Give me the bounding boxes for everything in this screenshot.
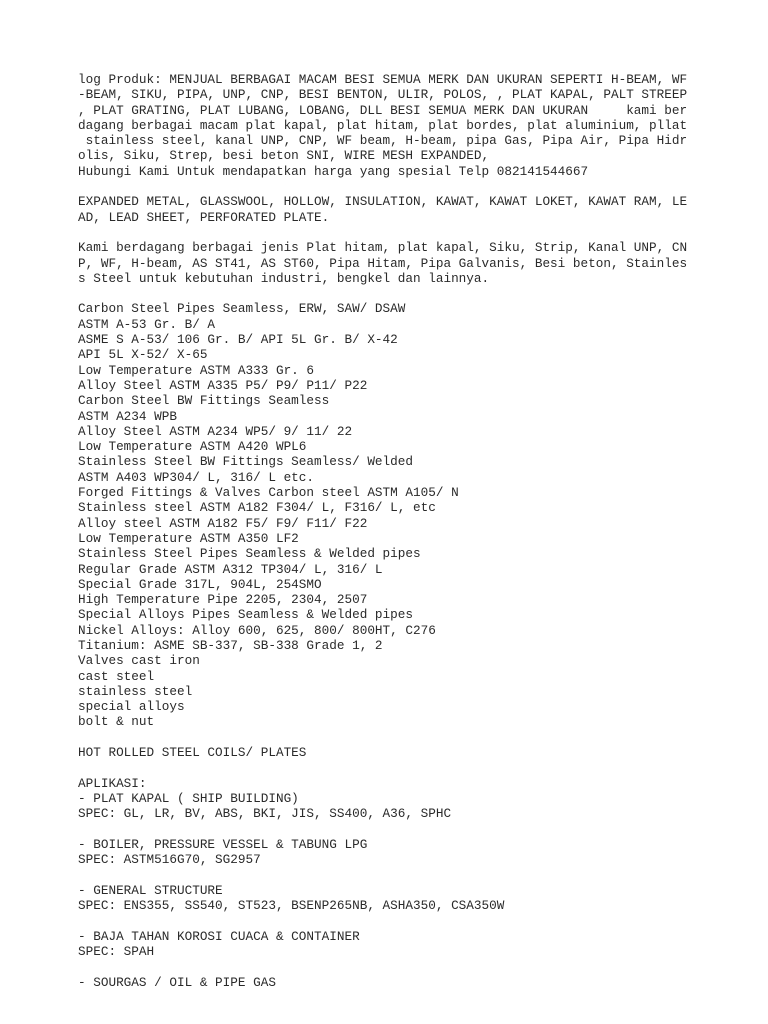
product-line: cast steel <box>78 668 155 684</box>
application-item <box>78 883 718 914</box>
trade-paragraph <box>78 240 718 286</box>
application-name: - BAJA TAHAN KOROSI CUACA & CONTAINER <box>78 928 360 944</box>
text-line: Kami berdagang berbagai jenis Plat hitam, plat kapal, Siku, Strip, Kanal UNP, CN <box>78 240 688 256</box>
application-item <box>78 837 718 868</box>
application-item <box>78 975 718 990</box>
product-line: Stainless Steel Pipes Seamless & Welded pipes <box>78 546 421 562</box>
application-name: - GENERAL STRUCTURE <box>78 882 223 898</box>
product-line: Special Alloys Pipes Seamless & Welded pipes <box>78 607 414 623</box>
product-line: stainless steel <box>78 683 193 699</box>
intro-paragraph <box>78 72 718 179</box>
text-line: AD, LEAD SHEET, PERFORATED PLATE. <box>78 209 330 225</box>
application-item <box>78 929 718 960</box>
product-line: Low Temperature ASTM A350 LF2 <box>78 530 299 546</box>
product-line: Carbon Steel Pipes Seamless, ERW, SAW/ DSAW <box>78 301 406 317</box>
product-line: Titanium: ASME SB-337, SB-338 Grade 1, 2 <box>78 637 383 653</box>
product-line: Alloy Steel ASTM A335 P5/ P9/ P11/ P22 <box>78 377 368 393</box>
product-line: Valves cast iron <box>78 653 200 669</box>
text-line: dagang berbagai macam plat kapal, plat hitam, plat bordes, plat aluminium, pllat <box>78 117 688 133</box>
application-spec: SPEC: SPAH <box>78 943 155 959</box>
application-item <box>78 791 718 822</box>
expanded-paragraph <box>78 194 718 225</box>
product-line: Special Grade 317L, 904L, 254SMO <box>78 576 322 592</box>
product-line: Regular Grade ASTM A312 TP304/ L, 316/ L <box>78 561 383 577</box>
product-line: special alloys <box>78 699 185 715</box>
coils-heading: HOT ROLLED STEEL COILS/ PLATES <box>78 745 307 761</box>
product-line: Stainless steel ASTM A182 F304/ L, F316/ L, etc <box>78 500 436 516</box>
contact-line: Hubungi Kami Untuk mendapatkan harga yang spesial Telp 082141544667 <box>78 163 589 179</box>
application-name: - BOILER, PRESSURE VESSEL & TABUNG LPG <box>78 836 368 852</box>
application-spec: SPEC: ASTM516G70, SG2957 <box>78 852 261 868</box>
text-line: log Produk: MENJUAL BERBAGAI MACAM BESI SEMUA MERK DAN UKURAN SEPERTI H-BEAM, WF <box>78 72 688 87</box>
product-line: Forged Fittings & Valves Carbon steel ASTM A105/ N <box>78 485 459 501</box>
text-line: EXPANDED METAL, GLASSWOOL, HOLLOW, INSULATION, KAWAT, KAWAT LOKET, KAWAT RAM, LE <box>78 194 688 210</box>
product-line: Low Temperature ASTM A420 WPL6 <box>78 439 307 455</box>
application-spec: SPEC: ENS355, SS540, ST523, BSENP265NB, ASHA350, CSA350W <box>78 898 505 914</box>
text-line: -BEAM, SIKU, PIPA, UNP, CNP, BESI BENTON, ULIR, POLOS, , PLAT KAPAL, PALT STREEP <box>78 87 688 103</box>
text-line: , PLAT GRATING, PLAT LUBANG, LOBANG, DLL BESI SEMUA MERK DAN UKURAN kami ber <box>78 102 688 118</box>
application-name: - SOURGAS / OIL & PIPE GAS <box>78 974 276 990</box>
product-line: API 5L X-52/ X-65 <box>78 347 208 363</box>
product-line: Alloy Steel ASTM A234 WP5/ 9/ 11/ 22 <box>78 423 353 439</box>
product-line: Low Temperature ASTM A333 Gr. 6 <box>78 362 315 378</box>
application-name: - PLAT KAPAL ( SHIP BUILDING) <box>78 790 299 806</box>
product-line: Carbon Steel BW Fittings Seamless <box>78 393 330 409</box>
product-line: Alloy steel ASTM A182 F5/ F9/ F11/ F22 <box>78 515 368 531</box>
product-line: ASTM A234 WPB <box>78 408 177 424</box>
aplikasi-heading: APLIKASI: <box>78 775 147 791</box>
product-line: ASTM A403 WP304/ L, 316/ L etc. <box>78 469 315 485</box>
text-line: stainless steel, kanal UNP, CNP, WF beam, H-beam, pipa Gas, Pipa Air, Pipa Hidr <box>78 133 688 149</box>
text-line: P, WF, H-beam, AS ST41, AS ST60, Pipa Hitam, Pipa Galvanis, Besi beton, Stainles <box>78 255 688 271</box>
product-line: Nickel Alloys: Alloy 600, 625, 800/ 800HT, C276 <box>78 622 436 638</box>
product-list <box>78 301 718 729</box>
product-line: High Temperature Pipe 2205, 2304, 2507 <box>78 592 368 608</box>
application-spec: SPEC: GL, LR, BV, ABS, BKI, JIS, SS400, A36, SPHC <box>78 806 452 822</box>
document-page <box>78 72 718 990</box>
text-line: olis, Siku, Strep, besi beton SNI, WIRE MESH EXPANDED, <box>78 148 490 164</box>
product-line: bolt & nut <box>78 714 155 730</box>
text-line: s Steel untuk kebutuhan industri, bengkel dan lainnya. <box>78 270 490 286</box>
product-line: ASTM A-53 Gr. B/ A <box>78 316 216 332</box>
product-line: Stainless Steel BW Fittings Seamless/ Welded <box>78 454 414 470</box>
product-line: ASME S A-53/ 106 Gr. B/ API 5L Gr. B/ X-42 <box>78 332 398 348</box>
